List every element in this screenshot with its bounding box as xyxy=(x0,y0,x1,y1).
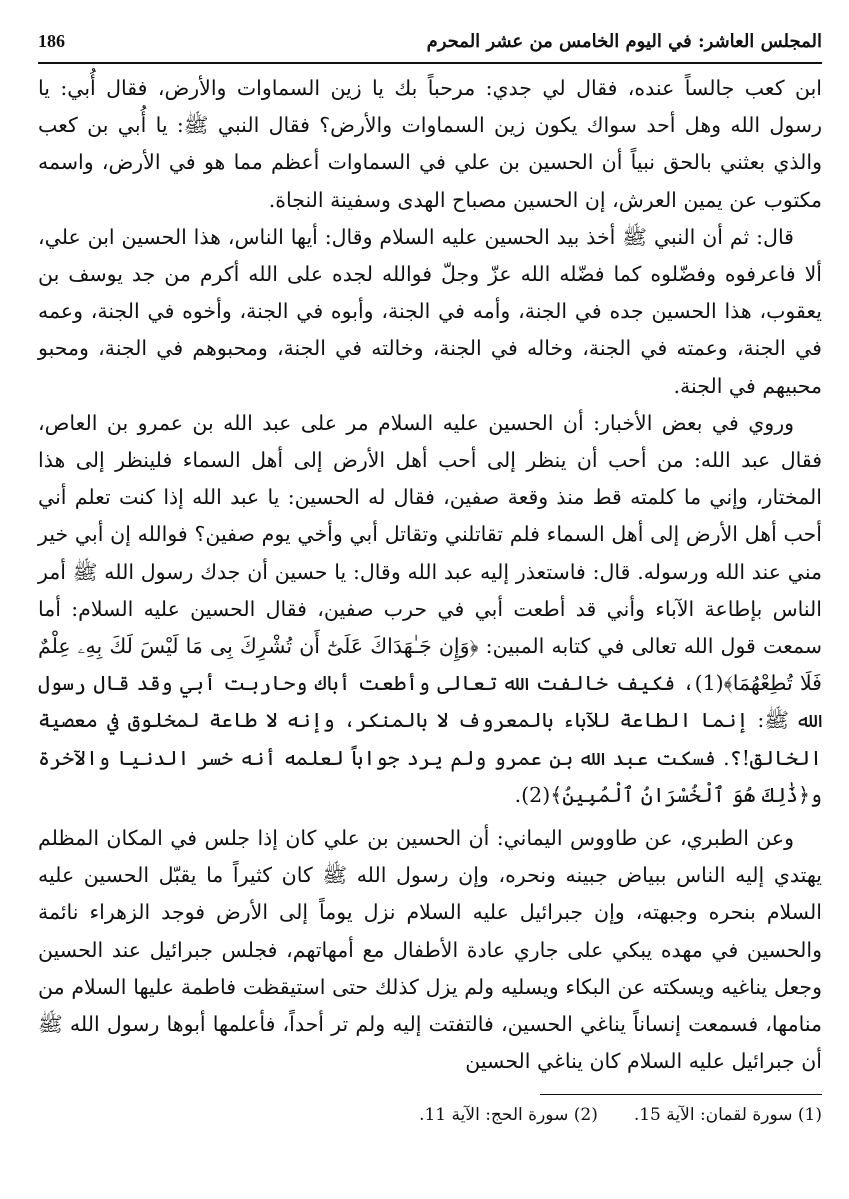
paragraph-2: قال: ثم أن النبي ﷺ أخذ بيد الحسين عليه السلام وقال: أيها الناس، هذا الحسين ابن علي، ألا فاعرفوه وفضّلوه كما فضّله الله عزّ وجلّ فوالله لجده على الله أكرم من جد يوسف بن يعقوب، هذا الحسين جده في الجنة، وأمه في الجنة، وأبوه في الجنة، وأخوه في الجنة، وعمه في الجنة، وعمته في الجنة، وخاله في الجنة، وخالته في الجنة، ومحبوهم في الجنة، ومحبو محبيهم في الجنة. xyxy=(38,224,822,398)
paragraph-1: ابن كعب جالساً عنده، فقال لي جدي: مرحباً بك يا زين السماوات والأرض، فقال أُبي: يا رسول الله وهل أحد سواك يكون زين السماوات والأرض؟ فقال النبي ﷺ: يا أُبي بن كعب والذي بعثني بالحق نبياً أن الحسين بن علي في السماوات أعظم مما هو في الأرض، واسمه مكتوب عن يمين العرش، إن الحسين مصباح الهدى وسفينة النجاة. xyxy=(38,76,822,212)
paragraph-3: وروي في بعض الأخبار: أن الحسين عليه السلام مر على عبد الله بن عمرو بن العاص، فقال عبد الله: من أحب أن ينظر إلى أحب أهل الأرض إلى أهل السماء فلينظر إلى هذا المختار، وإني ما كلمته قط منذ وقعة صفين، فقال له الحسين: يا عبد الله إذا كنت تعلم أني أحب أهل الأرض إلى أهل السماء فلم تقاتلني وتقاتل أبي وأخي يوم صفين؟ فوالله إن أبي خير مني عند الله ورسوله. قال: فاستعذر إليه عبد الله وقال: يا حسين أن جدك رسول الله ﷺ أمر الناس بإطاعة الآباء وأني قد أطعت أبي في حرب صفين، فقال الحسين عليه السلام: أما سمعت قول الله تعالى في كتابه المبين: ﴿وَإِن جَـٰهَدَاكَ عَلَىٰٓ أَن تُشْرِكَ بِى مَا لَيْسَ لَكَ بِهِۦ عِلْمٌ فَلَا تُطِعْهُمَا﴾(1)، فكيف خالفت الله تعالى وأطعت أباك وحاربت أبي وقد قال رسول الله ﷺ: إنما الطاعة للآباء بالمعروف لا بالمنكر، وإنه لا طاعة لمخلوق في معصية الخالق!؟. فسكت عبد الله بن عمرو ولم يرد جواباً لعلمه أنه خسر الدنيا والآخرة و﴿ذَٰلِكَ هُوَ ٱلْخُسْرَانُ ٱلْمُبِينُ﴾(2). xyxy=(38,410,822,807)
running-header xyxy=(38,28,822,64)
body-text xyxy=(38,70,822,1080)
paragraph-4: وعن الطبري، عن طاووس اليماني: أن الحسين بن علي كان إذا جلس في المكان المظلم يهتدي إليه الناس ببياض جبينه ونحره، وإن رسول الله ﷺ كان كثيراً ما يقبّل الحسين عليه السلام بنحره وجبهته، وإن جبرائيل عليه السلام نزل يوماً إلى الأرض فوجد الزهراء نائمة والحسين في مهده يبكي على جاري عادة الأطفال مع أمهاتهم، فجلس جبرائيل عند الحسين وجعل يناغيه ويسكته عن البكاء ويسليه ولم يزل كذلك حتى استيقظت فاطمة عليها السلام من منامها، فسمعت إنساناً يناغي الحسين، فالتفتت إليه ولم تر أحداً، فأعلمها أبوها رسول الله ﷺ أن جبرائيل عليه السلام كان يناغي الحسين xyxy=(38,826,822,1074)
page-number: 186 xyxy=(38,31,65,51)
chapter-title: المجلس العاشر: في اليوم الخامس من عشر المحرم xyxy=(426,31,822,52)
footnote-1: (1) سورة لقمان: الآية 15. xyxy=(633,1105,822,1126)
footnote-2: (2) سورة الحج: الآية 11. xyxy=(419,1105,598,1126)
footnotes xyxy=(38,1103,822,1127)
footnote-divider xyxy=(540,1094,822,1095)
book-page xyxy=(38,28,822,1168)
